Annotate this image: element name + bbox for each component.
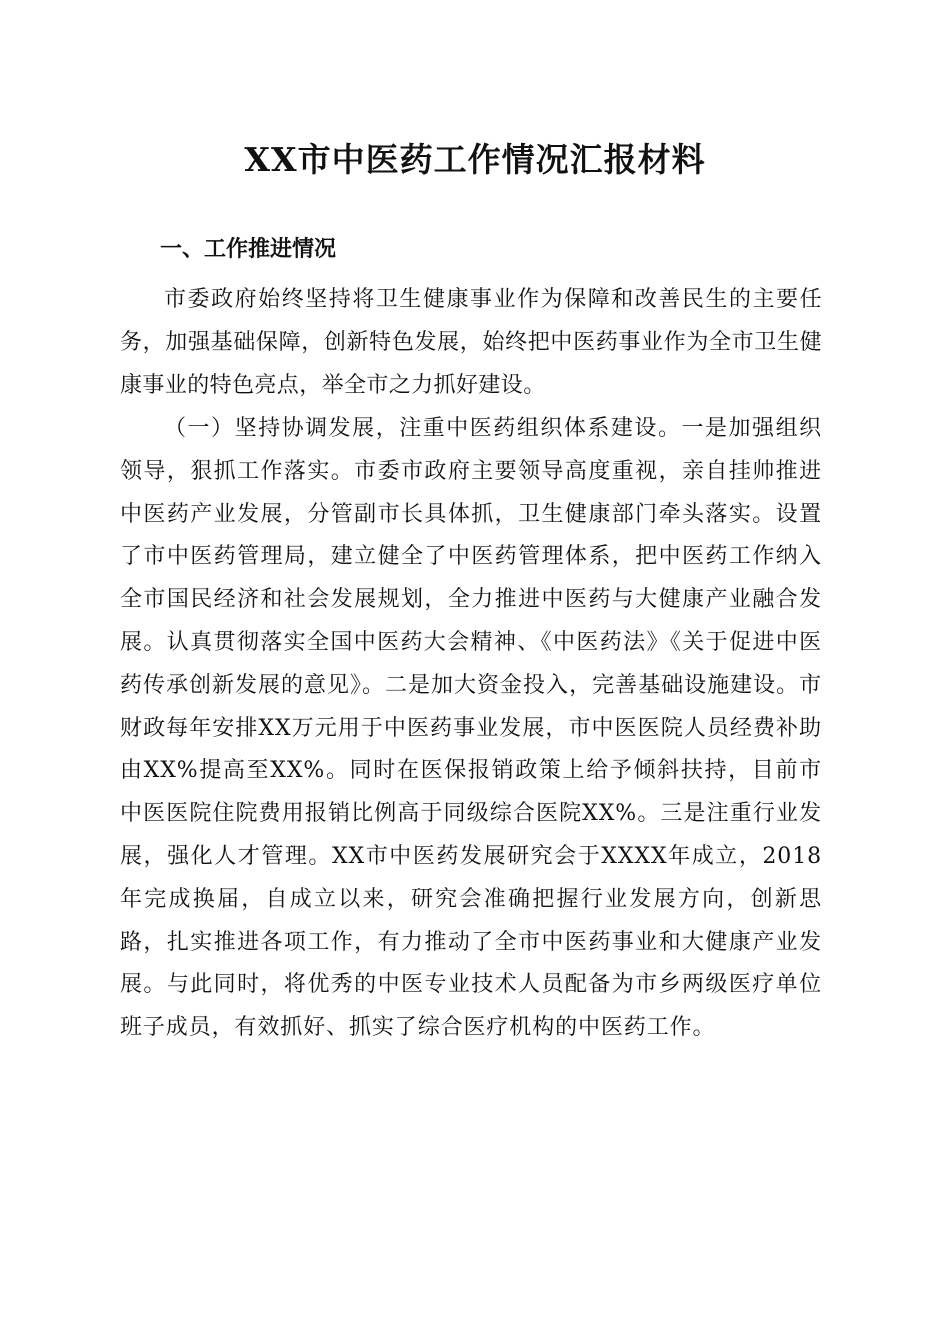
document-title: XX市中医药工作情况汇报材料 [244, 140, 706, 179]
subsection-body: 一是加强组织领导，狠抓工作落实。市委市政府主要领导高度重视，亲自挂帅推进中医药产业发展，分管副市长具体抓，卫生健康部门牵头落实。设置了市中医药管理局，建立健全了中医药管理体系，把中医药工作纳入全市国民经济和社会发展规划，全力推进中医药与大健康产业融合发展。认真贯彻落实全国中医药大会精神、《中医药法》《关于促进中医药传承创新发展的意见》。二是加大资金投入，完善基础设施建设。市财政每年安排XX万元用于中医药事业发展，市中医医院人员经费补助由XX%提高至XX%。同时在医保报销政策上给予倾斜扶持，目前市中医医院住院费用报销比例高于同级综合医院XX%。三是注重行业发展，强化人才管理。XX市中医药发展研究会于XXXX年成立，2018年完成换届，自成立以来，研究会准确把握行业发展方向，创新思路，扎实推进各项工作，有力推动了全市中医药事业和大健康产业发展。与此同时，将优秀的中医专业技术人员配备为市乡两级医疗单位班子成员，有效抓好、抓实了综合医疗机构的中医药工作。 [120, 416, 822, 1041]
subsection-heading: （一）坚持协调发展，注重中医药组织体系建设。 [164, 416, 682, 441]
section-heading: 一、工作推进情况 [160, 237, 337, 262]
subsection-paragraph [120, 408, 822, 1050]
intro-paragraph: 市委政府始终坚持将卫生健康事业作为保障和改善民生的主要任务，加强基础保障，创新特色发展，始终把中医药事业作为全市卫生健康事业的特色亮点，举全市之力抓好建设。 [120, 287, 822, 398]
